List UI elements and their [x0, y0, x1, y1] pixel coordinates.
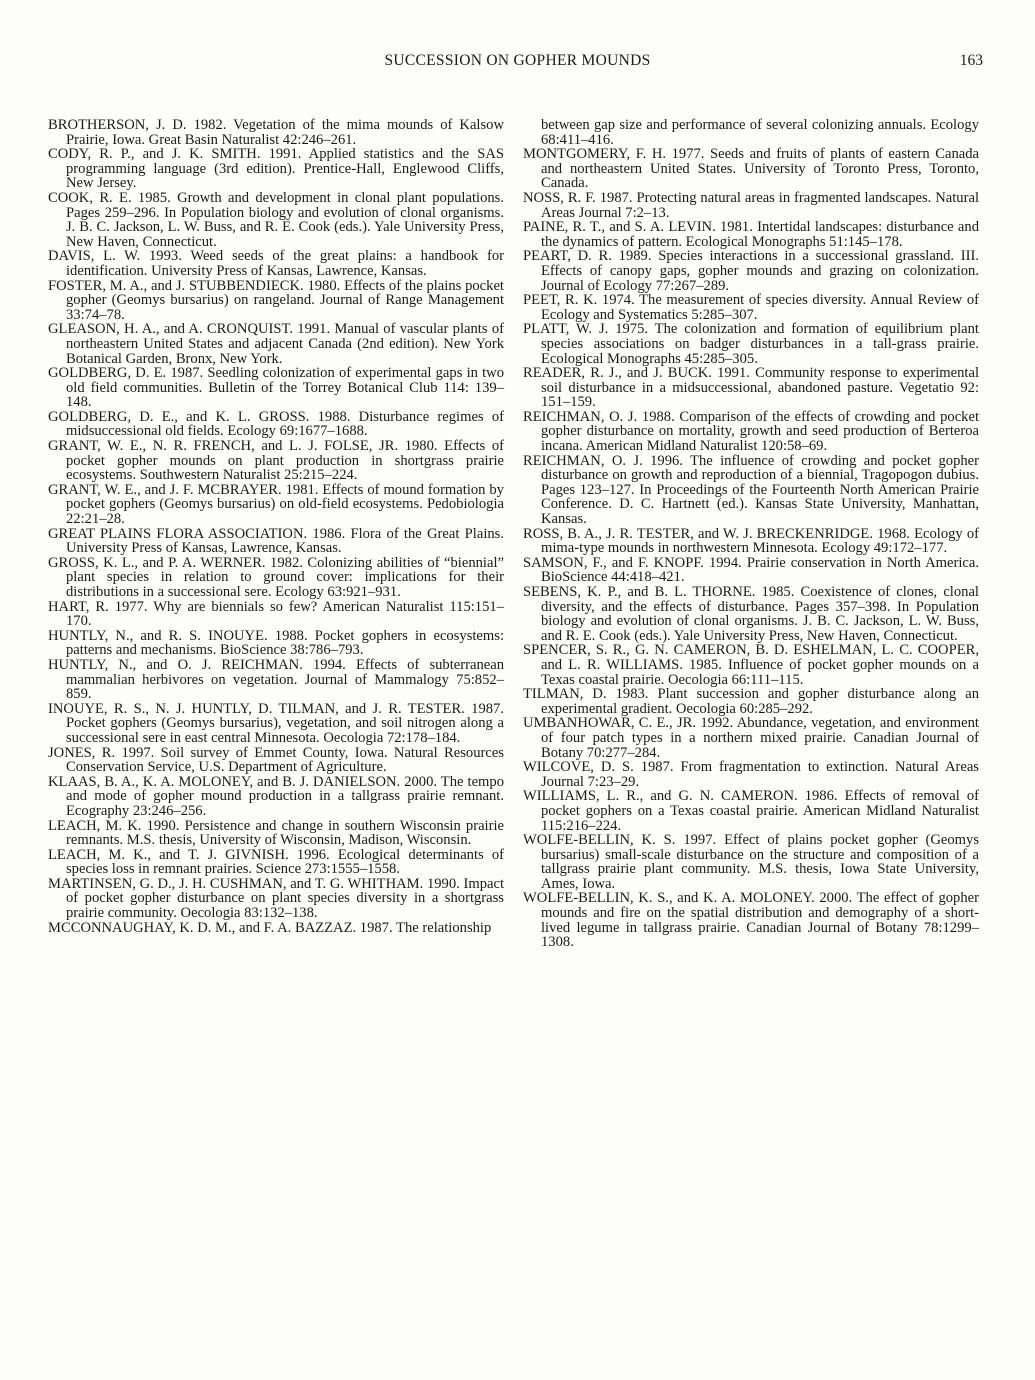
reference-entry: LEACH, M. K., and T. J. GIVNISH. 1996. Ecological determinants of species loss in remnant prairies. Science 273:1555–1558.	[48, 846, 504, 878]
reference-entry: GRANT, W. E., and J. F. MCBRAYER. 1981. Effects of mound formation by pocket gophers (Geomys bursarius) on old-field ecosystems. Pedobiologia 22:21–28.	[48, 481, 504, 528]
reference-entry: GOLDBERG, D. E., and K. L. GROSS. 1988. Disturbance regimes of midsuccessional old fields. Ecology 69:1677–1688.	[48, 408, 504, 440]
reference-entry: BROTHERSON, J. D. 1982. Vegetation of the mima mounds of Kalsow Prairie, Iowa. Great Basin Naturalist 42:246–261.	[48, 117, 504, 148]
references-left-column	[48, 118, 504, 935]
references-right-column	[523, 118, 979, 950]
reference-entry: INOUYE, R. S., N. J. HUNTLY, D. TILMAN, and J. R. TESTER. 1987. Pocket gophers (Geomys bursarius), vegetation, and soil nitrogen along a successional sere in east central Minnesota. Oecologia 72:178–184.	[48, 700, 504, 746]
reference-entry: PLATT, W. J. 1975. The colonization and formation of equilibrium plant species associations on badger disturbances in a tall-grass prairie. Ecological Monographs 45:285–305.	[523, 321, 979, 367]
reference-entry: HUNTLY, N., and O. J. REICHMAN. 1994. Effects of subterranean mammalian herbivores on vegetation. Journal of Mammalogy 75:852–859.	[48, 656, 504, 703]
reference-entry: ROSS, B. A., J. R. TESTER, and W. J. BRECKENRIDGE. 1968. Ecology of mima-type mounds in northwestern Minnesota. Ecology 49:172–177.	[523, 525, 979, 557]
reference-entry: SAMSON, F., and F. KNOPF. 1994. Prairie conservation in North America. BioScience 44:418–421.	[523, 554, 979, 586]
reference-entry: WILLIAMS, L. R., and G. N. CAMERON. 1986. Effects of removal of pocket gophers on a Texas coastal prairie. American Midland Naturalist 115:216–224.	[523, 788, 979, 834]
reference-entry: TILMAN, D. 1983. Plant succession and gopher disturbance along an experimental gradient. Oecologia 60:285–292.	[523, 686, 979, 717]
reference-entry: WILCOVE, D. S. 1987. From fragmentation to extinction. Natural Areas Journal 7:23–29.	[523, 759, 979, 790]
reference-continuation: between gap size and performance of several colonizing annuals. Ecology 68:411–416.	[541, 117, 979, 148]
reference-entry: NOSS, R. F. 1987. Protecting natural areas in fragmented landscapes. Natural Areas Journal 7:2–13.	[523, 189, 979, 221]
page-number: 163	[959, 52, 983, 69]
reference-entry: REICHMAN, O. J. 1988. Comparison of the effects of crowding and pocket gopher disturbance on mortality, growth and seed production of Berteroa incana. American Midland Naturalist 120:58–69.	[523, 408, 979, 455]
reference-entry: DAVIS, L. W. 1993. Weed seeds of the great plains: a handbook for identification. University Press of Kansas, Lawrence, Kansas.	[48, 248, 504, 279]
reference-entry: READER, R. J., and J. BUCK. 1991. Community response to experimental soil disturbance in a midsuccessional, abandoned pasture. Vegetatio 92: 151–159.	[523, 365, 979, 411]
reference-entry: GREAT PLAINS FLORA ASSOCIATION. 1986. Flora of the Great Plains. University Press of Kansas, Lawrence, Kansas.	[48, 525, 504, 557]
reference-entry: REICHMAN, O. J. 1996. The influence of crowding and pocket gopher disturbance on growth and reproduction of a biennial, Tragopogon dubius. Pages 123–127. In Proceedings of the Fourteenth North American Prairie Conference. D. C. Hartnett (ed.). Kansas State University, Manhattan, Kansas.	[523, 452, 979, 528]
reference-entry: CODY, R. P., and J. K. SMITH. 1991. Applied statistics and the SAS programming language (3rd edition). Prentice-Hall, Englewood Cliffs, New Jersey.	[48, 146, 504, 192]
reference-entry: PEART, D. R. 1989. Species interactions in a successional grassland. III. Effects of canopy gaps, gopher mounds and grazing on colonization. Journal of Ecology 77:267–289.	[523, 248, 979, 294]
reference-entry: FOSTER, M. A., and J. STUBBENDIECK. 1980. Effects of the plains pocket gopher (Geomys bursarius) on rangeland. Journal of Range Management 33:74–78.	[48, 277, 504, 323]
reference-entry: GROSS, K. L., and P. A. WERNER. 1982. Colonizing abilities of “biennial” plant species in relation to ground cover: implications for their distributions in a successional sere. Ecology 63:921–931.	[48, 554, 504, 600]
reference-entry: HART, R. 1977. Why are biennials so few? American Naturalist 115:151–170.	[48, 598, 504, 630]
reference-entry: SEBENS, K. P., and B. L. THORNE. 1985. Coexistence of clones, clonal diversity, and the effects of disturbance. Pages 357–398. In Population biology and evolution of clonal organisms. J. B. C. Jackson, L. W. Buss, and R. E. Cook (eds.). Yale University Press, New Haven, Connecticut.	[523, 584, 979, 644]
reference-entry: LEACH, M. K. 1990. Persistence and change in southern Wisconsin prairie remnants. M.S. thesis, University of Wisconsin, Madison, Wisconsin.	[48, 817, 504, 849]
reference-entry: KLAAS, B. A., K. A. MOLONEY, and B. J. DANIELSON. 2000. The tempo and mode of gopher mound production in a tallgrass prairie remnant. Ecography 23:246–256.	[48, 773, 504, 819]
reference-entry: GRANT, W. E., N. R. FRENCH, and L. J. FOLSE, JR. 1980. Effects of pocket gopher mounds on plant production in shortgrass prairie ecosystems. Southwestern Naturalist 25:215–224.	[48, 438, 504, 484]
reference-entry: MARTINSEN, G. D., J. H. CUSHMAN, and T. G. WHITHAM. 1990. Impact of pocket gopher disturbance on plant species diversity in a shortgrass prairie community. Oecologia 83:132–138.	[48, 875, 504, 922]
reference-entry: SPENCER, S. R., G. N. CAMERON, B. D. ESHELMAN, L. C. COOPER, and L. R. WILLIAMS. 1985. Influence of pocket gopher mounds on a Texas coastal prairie. Oecologia 66:111–115.	[523, 642, 979, 688]
reference-entry: MCCONNAUGHAY, K. D. M., and F. A. BAZZAZ. 1987. The relationship	[48, 919, 492, 936]
reference-entry: GOLDBERG, D. E. 1987. Seedling colonization of experimental gaps in two old field communities. Bulletin of the Torrey Botanical Club 114: 139–148.	[48, 365, 504, 411]
reference-entry: JONES, R. 1997. Soil survey of Emmet County, Iowa. Natural Resources Conservation Service, U.S. Department of Agriculture.	[48, 744, 504, 776]
reference-entry: WOLFE-BELLIN, K. S., and K. A. MOLONEY. 2000. The effect of gopher mounds and fire on the spatial distribution and demography of a short-lived legume in tallgrass prairie. Canadian Journal of Botany 78:1299–1308.	[523, 890, 979, 951]
reference-entry: COOK, R. E. 1985. Growth and development in clonal plant populations. Pages 259–296. In Population biology and evolution of clonal organisms. J. B. C. Jackson, L. W. Buss, and R. E. Cook (eds.). Yale University Press, New Haven, Connecticut.	[48, 189, 504, 250]
running-title: SUCCESSION ON GOPHER MOUNDS	[384, 52, 651, 69]
reference-entry: WOLFE-BELLIN, K. S. 1997. Effect of plains pocket gopher (Geomys bursarius) small-scale disturbance on the structure and composition of a tallgrass prairie plant community. M.S. thesis, Iowa State University, Ames, Iowa.	[523, 832, 979, 892]
reference-entry: UMBANHOWAR, C. E., JR. 1992. Abundance, vegetation, and environment of four patch types in a northern mixed prairie. Canadian Journal of Botany 70:277–284.	[523, 715, 979, 761]
reference-entry: GLEASON, H. A., and A. CRONQUIST. 1991. Manual of vascular plants of northeastern United States and adjacent Canada (2nd edition). New York Botanical Garden, Bronx, New York.	[48, 321, 504, 367]
reference-entry: HUNTLY, N., and R. S. INOUYE. 1988. Pocket gophers in ecosystems: patterns and mechanisms. BioScience 38:786–793.	[48, 627, 504, 659]
reference-entry: PEET, R. K. 1974. The measurement of species diversity. Annual Review of Ecology and Systematics 5:285–307.	[523, 292, 979, 323]
reference-entry: MONTGOMERY, F. H. 1977. Seeds and fruits of plants of eastern Canada and northeastern United States. University of Toronto Press, Toronto, Canada.	[523, 146, 979, 192]
reference-entry: PAINE, R. T., and S. A. LEVIN. 1981. Intertidal landscapes: disturbance and the dynamics of pattern. Ecological Monographs 51:145–178.	[523, 219, 979, 250]
